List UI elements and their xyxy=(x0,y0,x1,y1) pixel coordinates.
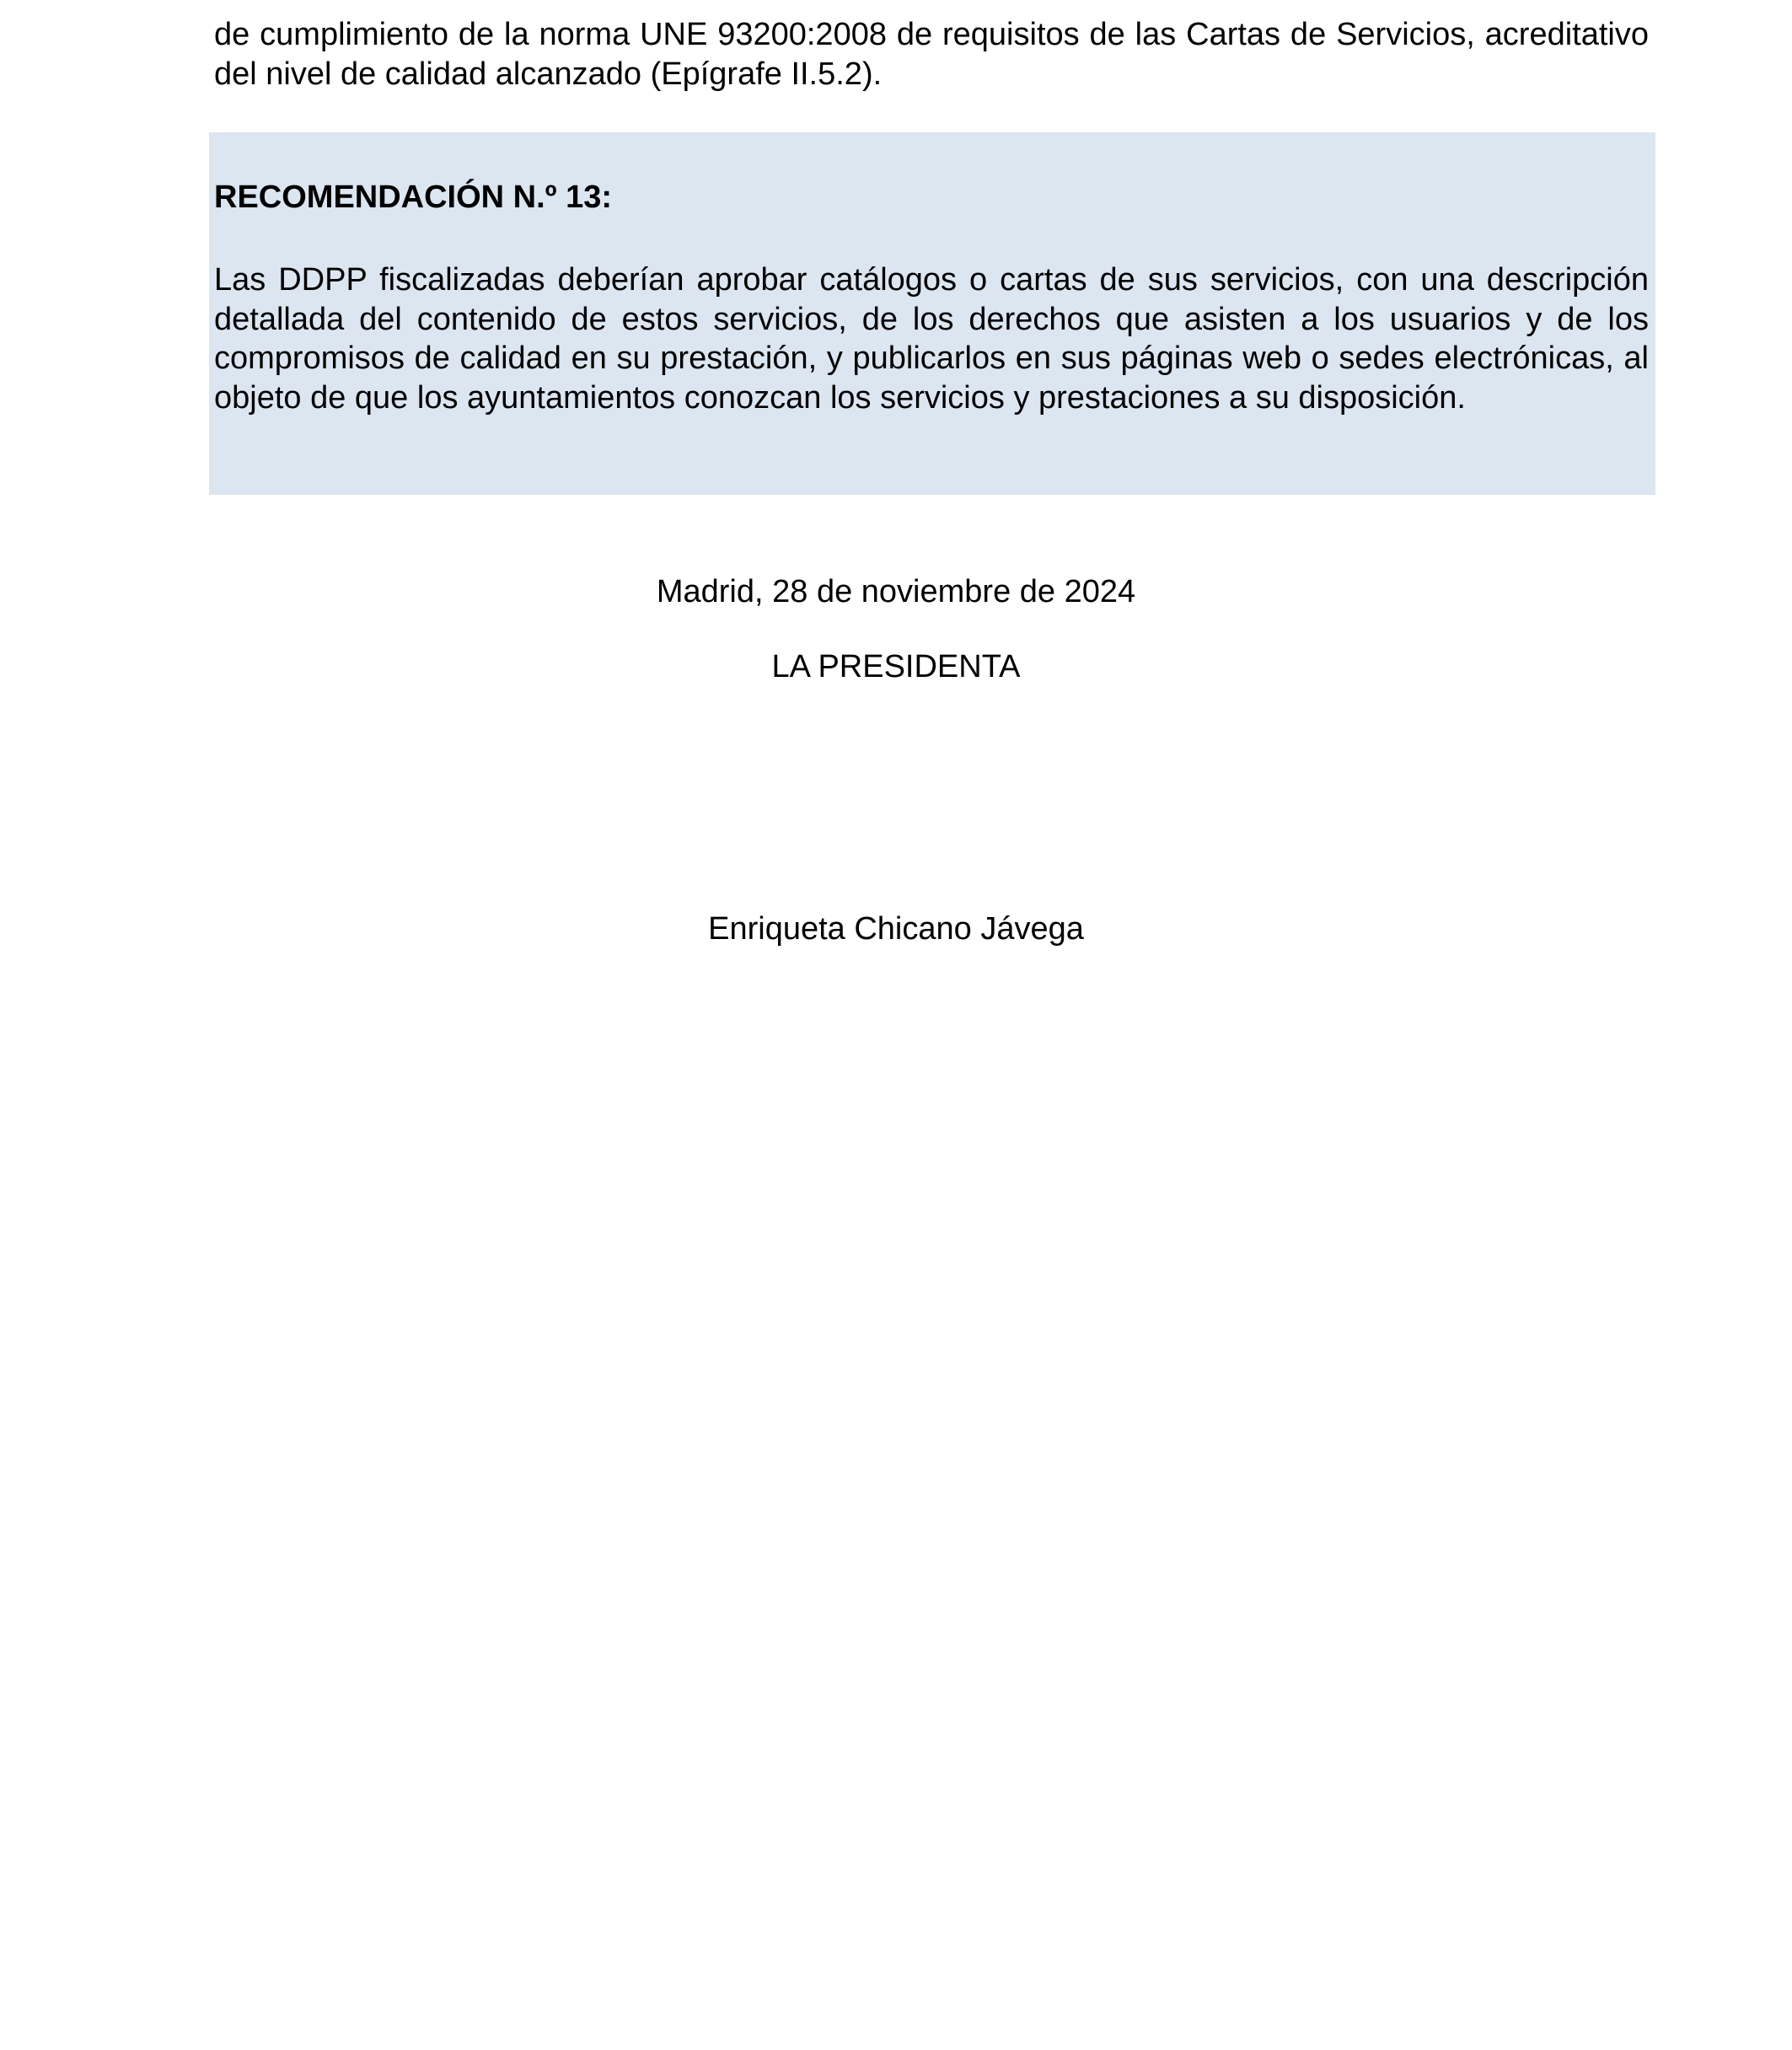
place-date: Madrid, 28 de noviembre de 2024 xyxy=(656,574,1136,609)
signer-name: Enriqueta Chicano Jávega xyxy=(708,911,1084,947)
signer-role: LA PRESIDENTA xyxy=(771,649,1021,684)
recommendation-body: Las DDPP fiscalizadas deberían aprobar catálogos o cartas de sus servicios, con una descripción detallada del contenido de estos servicios, de los derechos que asisten a los usuarios y de los compromisos de calidad en su prestación, y publicarlos en sus páginas web o sedes electrónicas, al objeto de que los ayuntamientos conozcan los servicios y prestaciones a su disposición. xyxy=(214,262,1649,416)
recommendation-title: RECOMENDACIÓN N.º 13: xyxy=(214,180,613,215)
recommendation-box xyxy=(209,132,1655,495)
intro-paragraph: de cumplimiento de la norma UNE 93200:2008 de requisitos de las Cartas de Servicios, acreditativo del nivel de calidad alcanzado (Epígrafe II.5.2). xyxy=(214,17,1649,92)
